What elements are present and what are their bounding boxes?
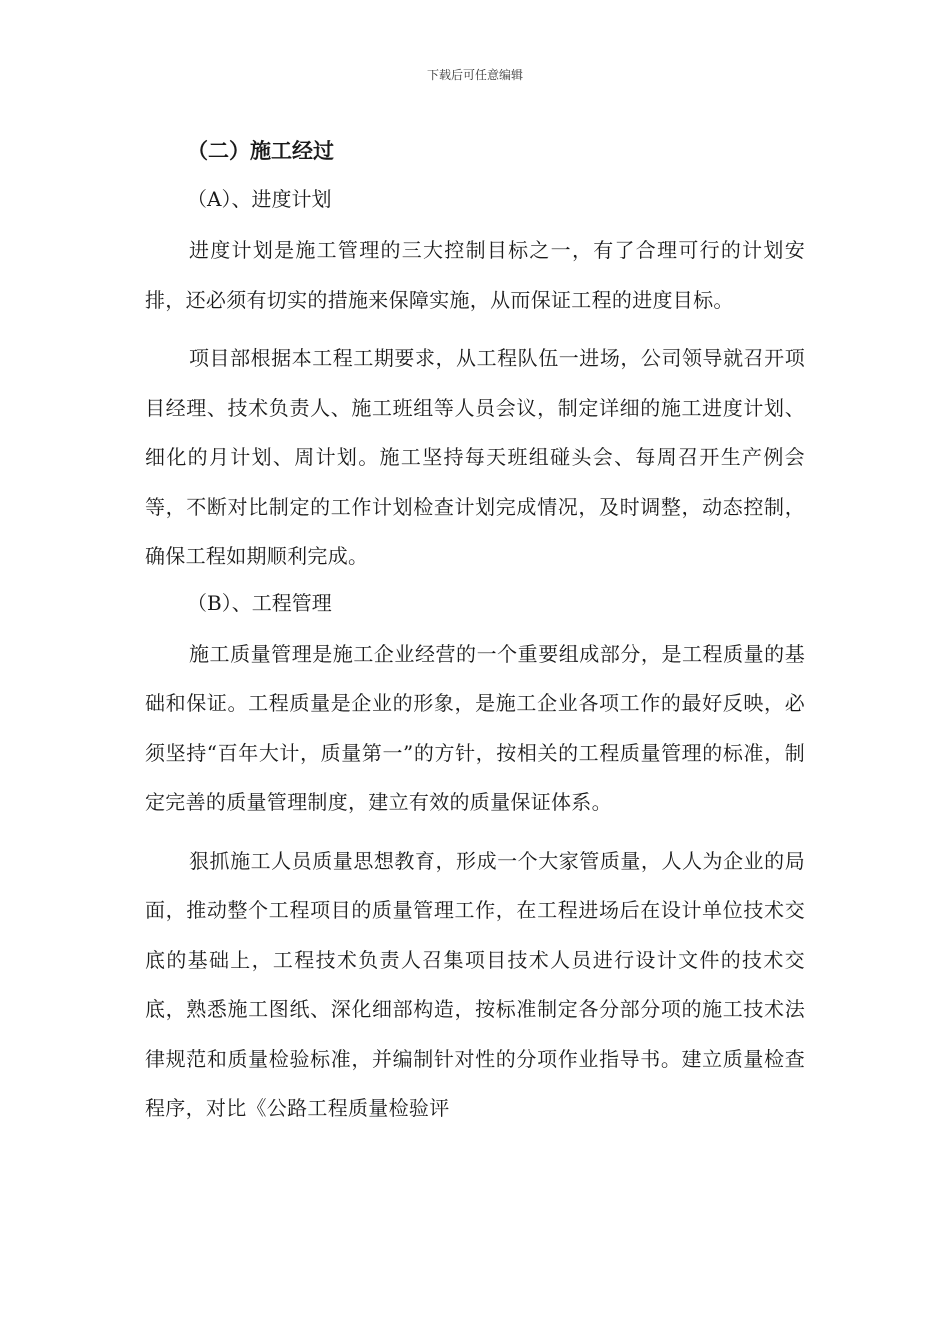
document-body xyxy=(145,134,805,1134)
subsection-heading-a: （A）、进度计划 xyxy=(187,187,332,211)
paragraph: 进度计划是施工管理的三大控制目标之一，有了合理可行的计划安排，还必须有切实的措施来保障实施，从而保证工程的进度目标。 xyxy=(145,238,805,312)
paragraph: 施工质量管理是施工企业经营的一个重要组成部分，是工程质量的基础和保证。工程质量是企业的形象，是施工企业各项工作的最好反映，必须坚持“百年大计，质量第一”的方针，按相关的工程质量管理的标准，制定完善的质量管理制度，建立有效的质量保证体系。 xyxy=(145,641,805,814)
section-title: （二）施工经过 xyxy=(187,139,334,163)
page-header-note: 下载后可任意编辑 xyxy=(426,68,523,82)
subsection-heading-b: （B）、工程管理 xyxy=(187,590,332,615)
paragraph: 狠抓施工人员质量思想教育，形成一个大家管质量，人人为企业的局面，推动整个工程项目的质量管理工作，在工程进场后在设计单位技术交底的基础上，工程技术负责人召集项目技术人员进行设计文件的技术交底，熟悉施工图纸、深化细部构造，按标准制定各分部分项的施工技术法律规范和质量检验标准，并编制针对性的分项作业指导书。建立质量检查程序，对比《公路工程质量检验评 xyxy=(145,848,805,1120)
paragraph: 项目部根据本工程工期要求，从工程队伍一进场，公司领导就召开项目经理、技术负责人、施工班组等人员会议，制定详细的施工进度计划、细化的月计划、周计划。施工坚持每天班组碰头会、每周召开生产例会等，不断对比制定的工作计划检查计划完成情况，及时调整，动态控制，确保工程如期顺利完成。 xyxy=(145,346,805,568)
